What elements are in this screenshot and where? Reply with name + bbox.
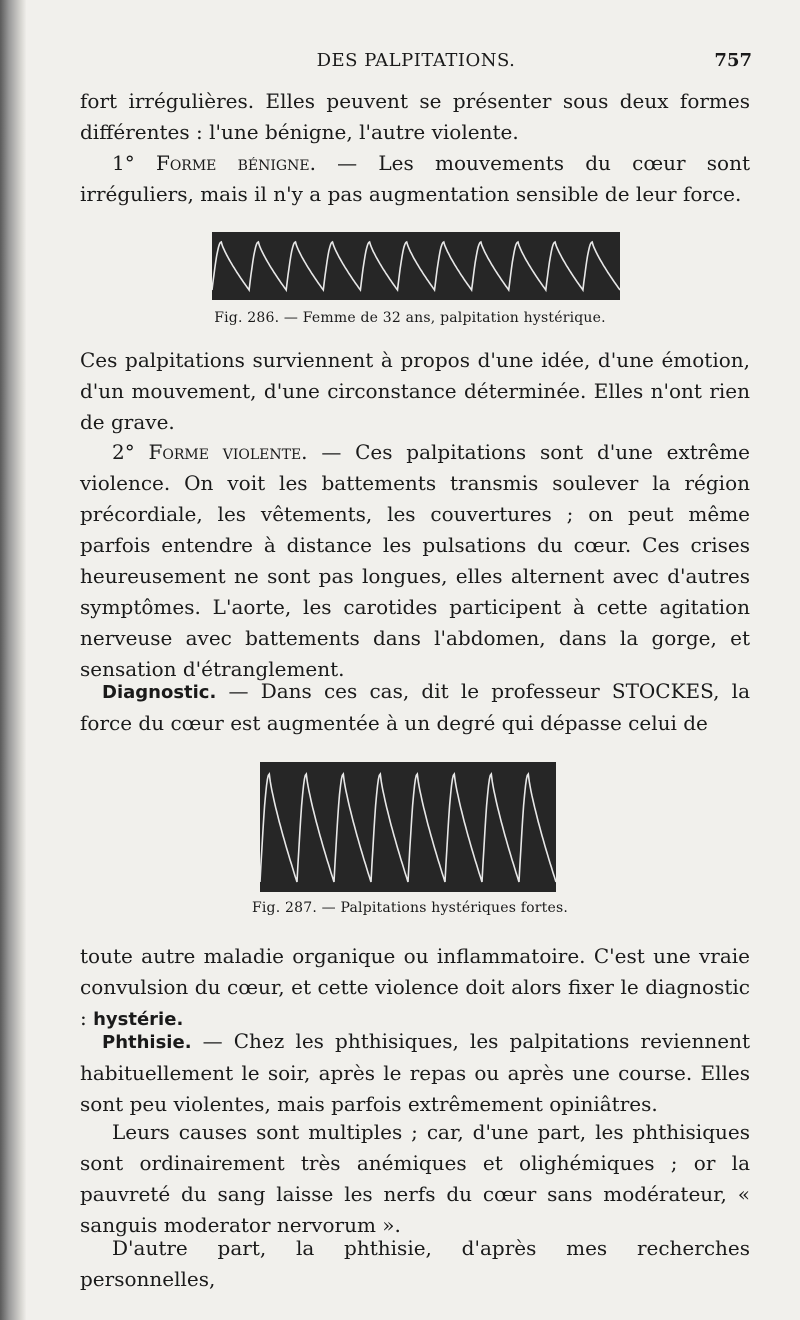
forme-benigne-text: — Les mouvements du cœur sont irréguliers, mais il n'y a pas augmentation sensible de leur force. — [80, 151, 750, 206]
paragraph-diagnostic — [80, 676, 750, 739]
forme-violente-label: 2° Forme violente. — [112, 440, 308, 464]
trace-line-287 — [260, 774, 556, 882]
paragraph-benigne-description: Ces palpitations surviennent à propos d'une idée, d'une émotion, d'un mouvement, d'une circonstance déterminée. Elles n'ont rien de grave. — [80, 348, 750, 434]
figure-286-trace — [212, 232, 620, 300]
phthisie-heading: Phthisie. — [102, 1032, 192, 1053]
page-header — [80, 50, 752, 74]
forme-violente-text: — Ces palpitations sont d'une extrême violence. On voit les battements transmis soulever la région précordiale, les vêtements, les couvertures ; on peut même parfois entendre à distance les pulsations du cœur. Ces crises heureusement ne sont pas longues, elles alternent avec d'autres symptômes. L'aorte, les carotides participent à cette agitation nerveuse avec battements dans l'abdomen, dans la gorge, et sensation d'étranglement. — [80, 440, 750, 681]
page-number: 757 — [714, 50, 752, 71]
trace-line-286 — [212, 242, 620, 290]
diagnostic-heading: Diagnostic. — [102, 682, 217, 703]
paragraph-causes: Leurs causes sont multiples ; car, d'une part, les phthisiques sont ordinairement très anémiques et olighémiques ; or la pauvreté du sang laisse les nerfs du cœur sans modérateur, « sanguis moderator nervorum ». — [80, 1120, 750, 1237]
diagnostic-text: — Dans ces cas, dit le professeur STOCKES, la force du cœur est augmentée à un degré qui dépasse celui de — [80, 679, 750, 735]
paragraph-phthisie — [80, 1026, 750, 1120]
figure-286-caption: Fig. 286. — Femme de 32 ans, palpitation hystérique. — [214, 310, 606, 326]
hysterie-bold: hystérie. — [93, 1009, 184, 1030]
phthisie-text: — Chez les phthisiques, les palpitations reviennent habituellement le soir, après le repas ou après une course. Elles sont peu violentes, mais parfois extrêmement opiniâtres. — [80, 1029, 750, 1116]
paragraph-autre-part: D'autre part, la phthisie, d'après mes recherches personnelles, — [80, 1236, 750, 1291]
paragraph-intro: fort irrégulières. Elles peuvent se présenter sous deux formes différentes : l'une bénigne, l'autre violente. — [80, 89, 750, 144]
book-spine-shadow — [0, 0, 26, 1320]
figure-287-trace — [260, 762, 556, 892]
pulse-trace-286 — [212, 232, 620, 300]
forme-benigne-label: 1° Forme bénigne. — [112, 151, 316, 175]
pulse-trace-287 — [260, 762, 556, 892]
paragraph-forme-benigne — [80, 148, 750, 210]
running-title: DES PALPITATIONS. — [316, 50, 516, 71]
paragraph-forme-violente — [80, 437, 750, 685]
hysterie-text: toute autre maladie organique ou inflammatoire. C'est une vraie convulsion du cœur, et cette violence doit alors fixer le diagnostic : — [80, 944, 750, 1030]
paragraph-hysterie — [80, 941, 750, 1035]
figure-287-caption: Fig. 287. — Palpitations hystériques fortes. — [251, 900, 569, 916]
